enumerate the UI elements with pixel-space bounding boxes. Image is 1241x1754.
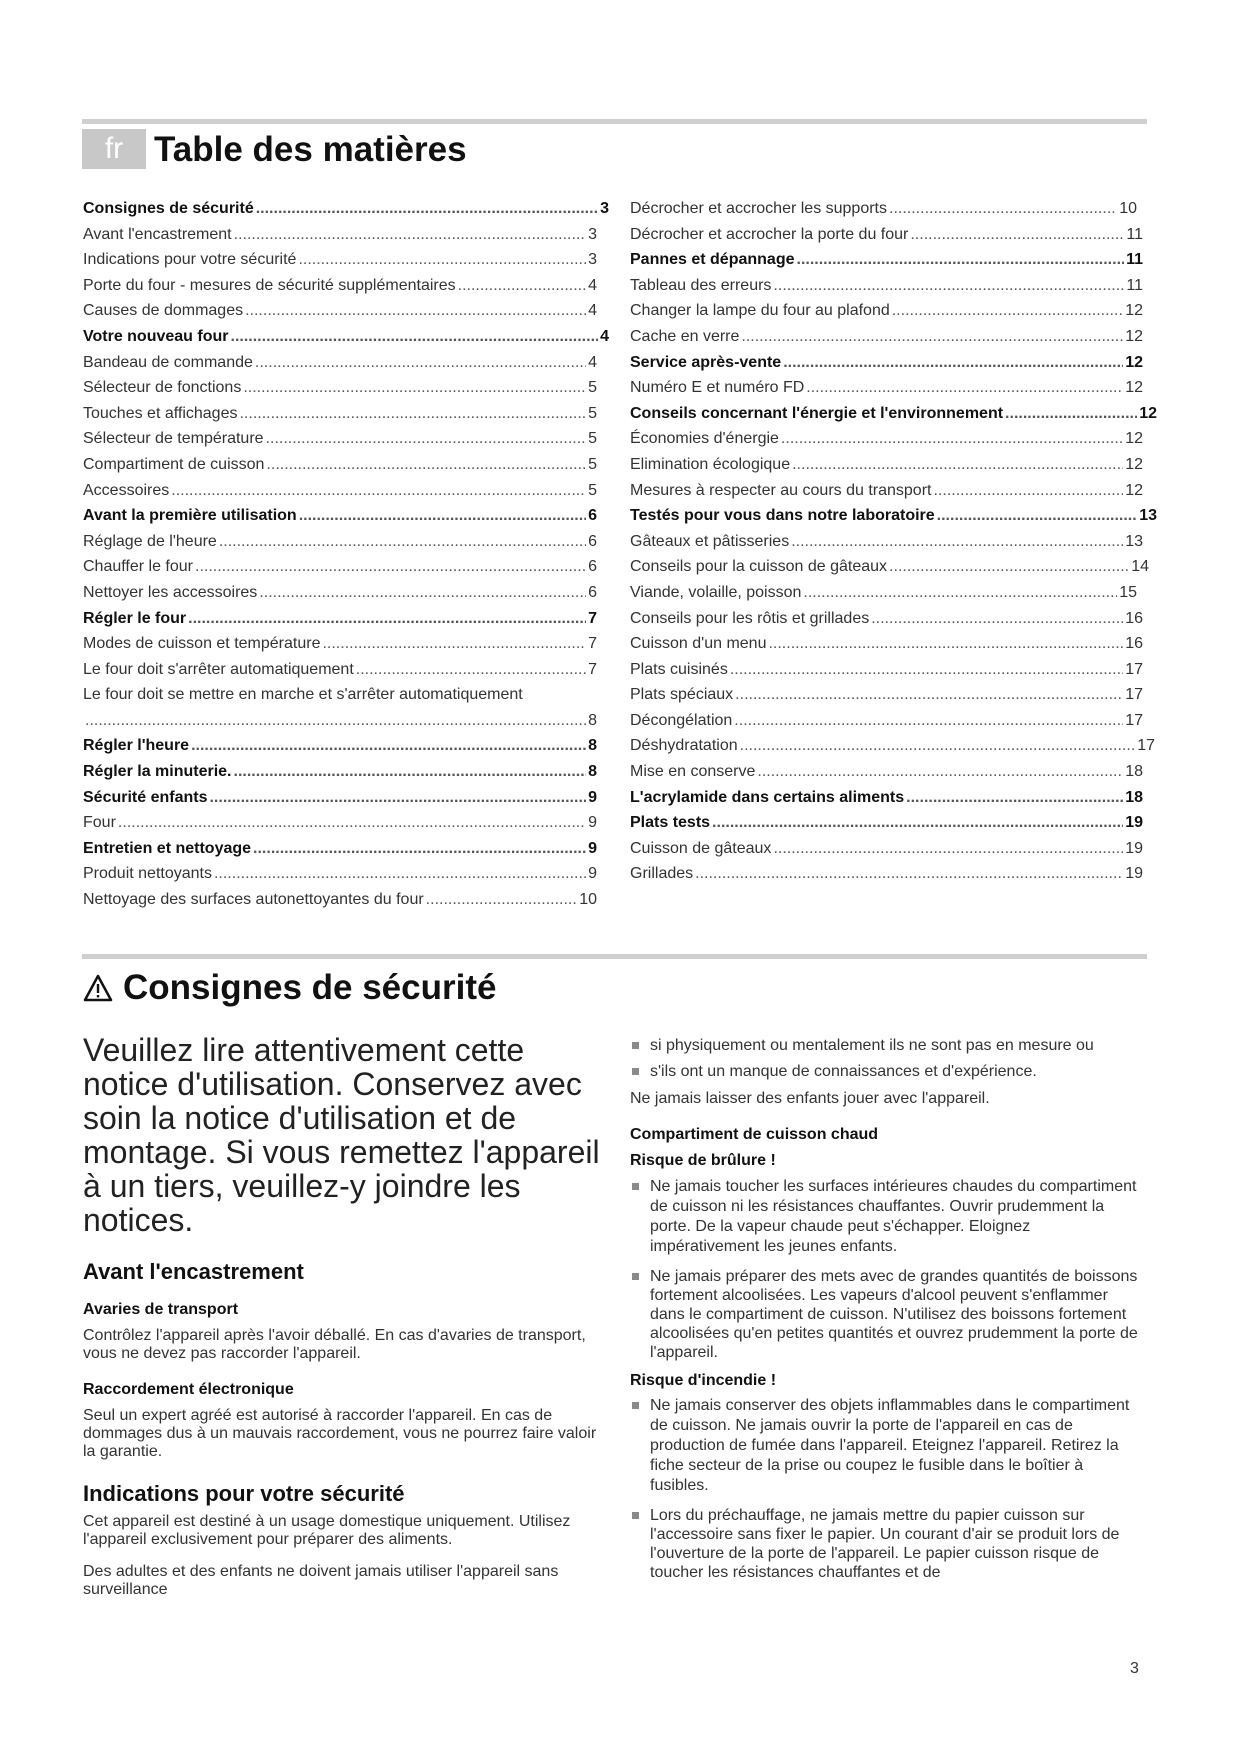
toc-entry[interactable]: Avant la première utilisation ..... 6 [83, 503, 609, 529]
toc-entry[interactable]: L'acrylamide dans certains aliments ..... 18 [630, 785, 1157, 811]
bullet-item: Lors du préchauffage, ne jamais mettre du papier cuisson sur l'accessoire sans fixer le papier. Un courant d'air se produit lors de l'ouverture de la porte de l'appareil. Le papier cuisson risque de toucher les résistances chauffantes et de [630, 1506, 1140, 1582]
fire-risk-title: Risque d'incendie ! [630, 1372, 777, 1389]
toc-entry[interactable]: Économies d'énergie ..... 12 [630, 426, 1157, 452]
toc-entry[interactable]: Numéro E et numéro FD ..... 12 [630, 375, 1157, 401]
bullet-square-icon [632, 1512, 639, 1519]
toc-entry[interactable]: Décongélation ..... 17 [630, 708, 1157, 734]
transport-title: Avaries de transport [83, 1301, 239, 1318]
toc-entry[interactable]: Régler la minuterie. ..... 8 [83, 759, 609, 785]
toc-entry-wrapped-page[interactable]: ..... 8 [83, 708, 609, 734]
toc-entry[interactable]: Changer la lampe du four au plafond ..... 12 [630, 298, 1157, 324]
toc-entry[interactable]: Indications pour votre sécurité ..... 3 [83, 247, 609, 273]
toc-entry[interactable]: Modes de cuisson et température ..... 7 [83, 631, 609, 657]
toc-entry[interactable]: Cuisson de gâteaux ..... 19 [630, 836, 1157, 862]
toc-left-column [83, 196, 609, 913]
toc-entry[interactable]: Produit nettoyants ..... 9 [83, 861, 609, 887]
before-install-title: Avant l'encastrement [83, 1259, 304, 1284]
bullet-item: Ne jamais conserver des objets inflammables dans le compartiment de cuisson. Ne jamais ouvrir la porte de l'appareil en cas de production de fumée dans l'appareil. Eteignez l'appareil. Retirez la fiche secteur de la prise ou coupez le fusible dans le boîtier à fusibles. [630, 1396, 1140, 1496]
toc-entry[interactable]: Grillades ..... 19 [630, 861, 1157, 887]
toc-title: Table des matières [154, 130, 467, 169]
bullet-item: Ne jamais toucher les surfaces intérieures chaudes du compartiment de cuisson ni les résistances chauffantes. Ouvrir prudemment la porte. De la vapeur chaude peut s'échapper. Eloignez impérativement les jeunes enfants. [630, 1177, 1140, 1257]
safety-title [83, 966, 496, 1010]
transport-text: Contrôlez l'appareil après l'avoir déballé. En cas d'avaries de transport, vous ne devez pas raccorder l'appareil. [83, 1327, 586, 1362]
toc-entry[interactable]: Plats spéciaux ..... 17 [630, 682, 1157, 708]
toc-entry[interactable]: Pannes et dépannage ..... 11 [630, 247, 1157, 273]
toc-entry[interactable]: Plats tests ..... 19 [630, 810, 1157, 836]
toc-entry[interactable]: Sécurité enfants ..... 9 [83, 785, 609, 811]
toc-entry[interactable]: Causes de dommages ..... 4 [83, 298, 609, 324]
bullet-item: s'ils ont un manque de connaissances et d'expérience. [630, 1062, 1140, 1081]
electric-title: Raccordement électronique [83, 1381, 294, 1398]
toc-entry[interactable]: Conseils pour les rôtis et grillades ..... 16 [630, 606, 1157, 632]
indications-p1: Cet appareil est destiné à un usage domestique uniquement. Utilisez l'appareil exclusivement pour préparer des aliments. [83, 1513, 571, 1548]
bullet-item: si physiquement ou mentalement ils ne sont pas en mesure ou [630, 1036, 1140, 1055]
toc-entry[interactable]: Tableau des erreurs ..... 11 [630, 273, 1157, 299]
bullet-square-icon [632, 1402, 639, 1409]
toc-entry[interactable]: Nettoyer les accessoires ..... 6 [83, 580, 609, 606]
toc-entry[interactable]: Réglage de l'heure ..... 6 [83, 529, 609, 555]
safety-right-column [630, 1036, 1140, 1582]
safety-intro: Veuillez lire attentivement cette notice d'utilisation. Conservez avec soin la notice d'utilisation et de montage. Si vous remettez l'appareil à un tiers, veuillez-y joindre les notices. [83, 1032, 600, 1238]
toc-entry[interactable]: Le four doit s'arrêter automatiquement ..... 7 [83, 657, 609, 683]
toc-entry[interactable]: Avant l'encastrement ..... 3 [83, 222, 609, 248]
burn-risk-title: Risque de brûlure ! [630, 1152, 776, 1169]
toc-entry[interactable]: Mesures à respecter au cours du transport ..... 12 [630, 478, 1157, 504]
toc-entry[interactable]: Conseils pour la cuisson de gâteaux ..... 14 [630, 554, 1157, 580]
indications-p2: Des adultes et des enfants ne doivent jamais utiliser l'appareil sans surveillance [83, 1563, 559, 1598]
toc-entry[interactable]: Déshydratation ..... 17 [630, 733, 1157, 759]
hot-compartment-title: Compartiment de cuisson chaud [630, 1126, 879, 1143]
toc-entry[interactable]: Gâteaux et pâtisseries ..... 13 [630, 529, 1157, 555]
bullet-item: Ne jamais préparer des mets avec de grandes quantités de boissons fortement alcoolisées. Les vapeurs d'alcool peuvent s'enflammer dans le compartiment de cuisson. N'utilisez des boissons fortement alcoolisées qu'en petites quantités et ouvrez prudemment la porte de l'appareil. [630, 1267, 1140, 1362]
children-note: Ne jamais laisser des enfants jouer avec l'appareil. [630, 1090, 990, 1107]
toc-entry[interactable]: Viande, volaille, poisson ..... 15 [630, 580, 1157, 606]
warning-icon [83, 974, 113, 1002]
toc-entry[interactable]: Chauffer le four ..... 6 [83, 554, 609, 580]
safety-left-column [83, 1033, 603, 1599]
toc-entry[interactable]: Porte du four - mesures de sécurité supplémentaires ..... 4 [83, 273, 609, 299]
electric-text: Seul un expert agréé est autorisé à raccorder l'appareil. En cas de dommages dus à un mauvais raccordement, vous ne pourrez faire valoir la garantie. [83, 1407, 597, 1460]
page-number: 3 [1130, 1660, 1139, 1677]
toc-entry[interactable]: Sélecteur de température ..... 5 [83, 426, 609, 452]
safety-title-text: Consignes de sécurité [123, 968, 497, 1007]
toc-entry[interactable]: Touches et affichages ..... 5 [83, 401, 609, 427]
bullet-square-icon [632, 1068, 639, 1075]
toc-entry[interactable]: Régler l'heure ..... 8 [83, 733, 609, 759]
toc-entry[interactable]: Compartiment de cuisson ..... 5 [83, 452, 609, 478]
toc-entry[interactable]: Conseils concernant l'énergie et l'environnement ..... 12 [630, 401, 1157, 427]
bullet-square-icon [632, 1273, 639, 1280]
toc-entry[interactable]: Nettoyage des surfaces autonettoyantes du four ..... 10 [83, 887, 609, 913]
toc-entry[interactable]: Service après-vente ..... 12 [630, 350, 1157, 376]
bullet-square-icon [632, 1183, 639, 1190]
toc-entry[interactable]: Bandeau de commande ..... 4 [83, 350, 609, 376]
toc-right-column [630, 196, 1157, 887]
indications-title: Indications pour votre sécurité [83, 1481, 405, 1506]
language-tag: fr [82, 129, 146, 169]
bullet-square-icon [632, 1042, 639, 1049]
toc-entry[interactable]: Four ..... 9 [83, 810, 609, 836]
toc-entry[interactable]: Votre nouveau four ..... 4 [83, 324, 609, 350]
toc-entry[interactable]: Consignes de sécurité ..... 3 [83, 196, 609, 222]
toc-entry[interactable]: Régler le four ..... 7 [83, 606, 609, 632]
toc-entry[interactable]: Plats cuisinés ..... 17 [630, 657, 1157, 683]
toc-entry[interactable]: Entretien et nettoyage ..... 9 [83, 836, 609, 862]
toc-entry[interactable]: Sélecteur de fonctions ..... 5 [83, 375, 609, 401]
toc-entry[interactable]: Décrocher et accrocher la porte du four ..... 11 [630, 222, 1157, 248]
toc-entry[interactable]: Cache en verre ..... 12 [630, 324, 1157, 350]
toc-entry[interactable]: Testés pour vous dans notre laboratoire ..... 13 [630, 503, 1157, 529]
toc-entry-wrapped-label[interactable]: Le four doit se mettre en marche et s'arrêter automatiquement [83, 686, 523, 704]
toc-entry[interactable]: Mise en conserve ..... 18 [630, 759, 1157, 785]
section-rule [82, 954, 1147, 959]
toc-entry[interactable]: Elimination écologique ..... 12 [630, 452, 1157, 478]
toc-entry[interactable]: Accessoires ..... 5 [83, 478, 609, 504]
toc-entry[interactable]: Décrocher et accrocher les supports ..... 10 [630, 196, 1157, 222]
top-rule [82, 119, 1147, 124]
toc-entry[interactable]: Cuisson d'un menu ..... 16 [630, 631, 1157, 657]
